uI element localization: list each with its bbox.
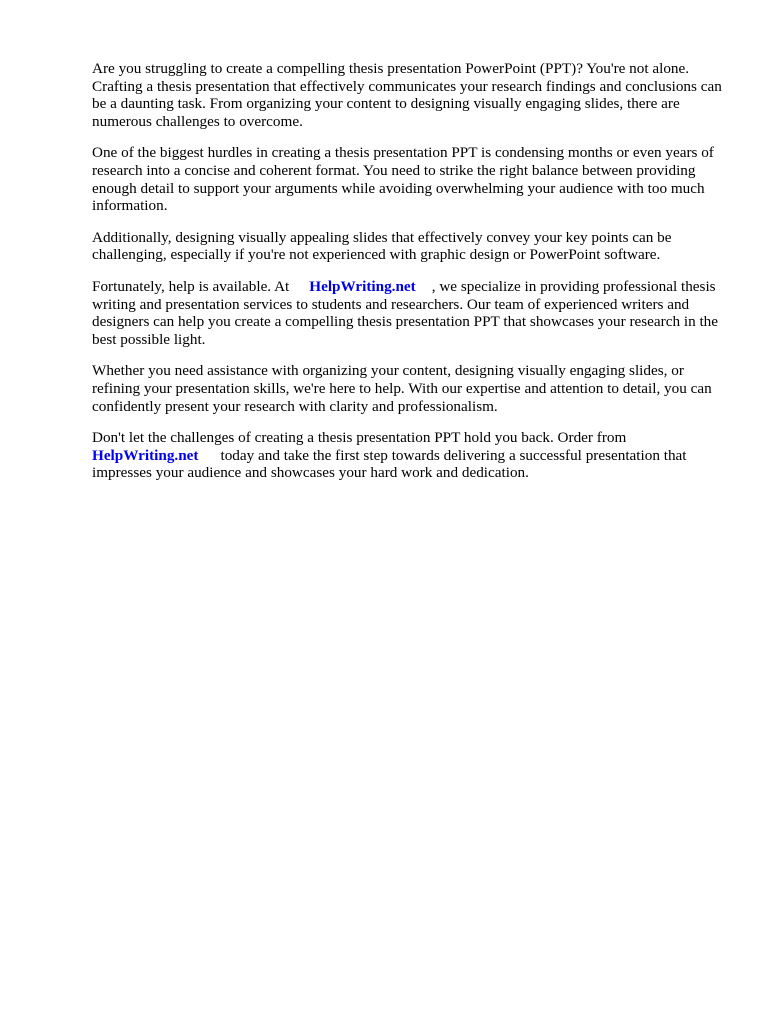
helpwriting-link[interactable]: HelpWriting.net [309,277,416,295]
paragraph-order [92,429,732,482]
paragraph-hurdles: One of the biggest hurdles in creating a thesis presentation PPT is condensing months or even years of research into a concise and coherent format. You need to strike the right balance between providing enough detail to support your arguments while avoiding overwhelming your audience with too much information. [92,144,714,215]
order-text-after: today and take the first step towards delivering a successful presentation that impresses your audience and showcases your hard work and dedication. [92,446,687,482]
paragraph-help [92,278,732,348]
help-text-before: Fortunately, help is available. At [92,277,290,295]
document-body [92,60,732,496]
paragraph-design: Additionally, designing visually appealing slides that effectively convey your key points can be challenging, especially if you're not experienced with graphic design or PowerPoint software. [92,228,672,264]
helpwriting-order-link[interactable]: HelpWriting.net [92,446,199,464]
paragraph-assistance: Whether you need assistance with organizing your content, designing visually engaging slides, or refining your presentation skills, we're here to help. With our expertise and attention to detail, you can confidently present your research with clarity and professionalism. [92,362,712,415]
paragraph-intro: Are you struggling to create a compelling thesis presentation PowerPoint (PPT)? You're not alone. Crafting a thesis presentation that effectively communicates your research findings and conclusions can be a daunting task. From organizing your content to designing visually engaging slides, there are numerous challenges to overcome. [92,60,722,130]
order-text-before: Don't let the challenges of creating a thesis presentation PPT hold you back. Order from [92,429,627,447]
help-text-after: , we specialize in providing professional thesis writing and presentation services to students and researchers. Our team of experienced writers and designers can help you create a compelling thesis presentation PPT that showcases your research in the best possible light. [92,277,719,348]
